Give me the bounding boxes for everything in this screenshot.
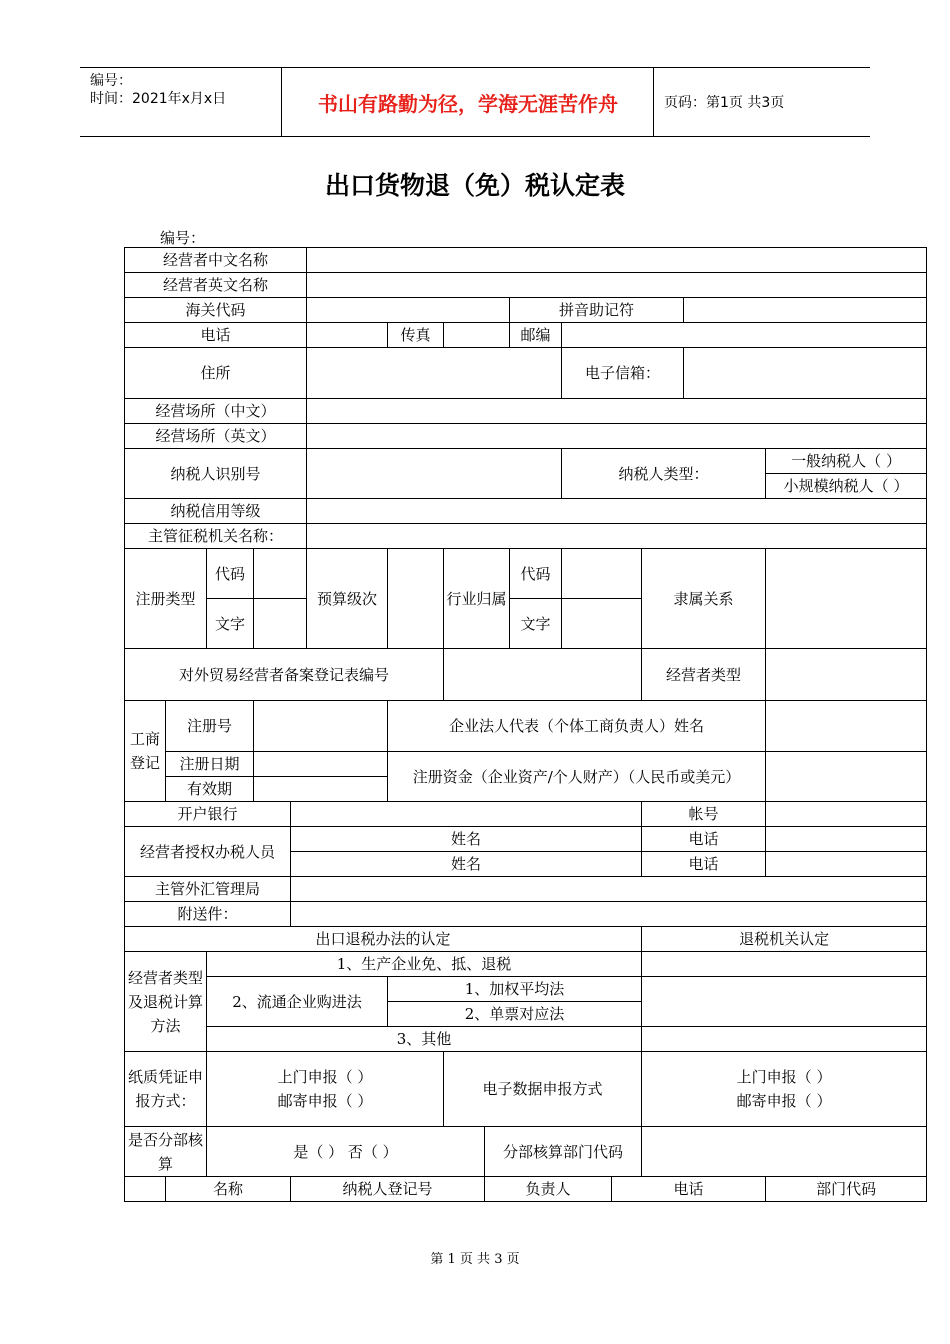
affiliation-field[interactable] [766, 549, 927, 649]
agent-phone-label-1: 电话 [642, 827, 766, 852]
electronic-decl-options[interactable] [642, 1052, 927, 1127]
validity-field[interactable] [254, 777, 388, 802]
page-header [80, 67, 870, 137]
row-trade-record [125, 649, 927, 701]
pinyin-label: 拼音助记符 [510, 298, 684, 323]
method-1[interactable]: 1、生产企业免、抵、退税 [207, 952, 642, 977]
taxpayer-type-label: 纳税人类型： [562, 449, 766, 499]
row-en-name [125, 273, 927, 298]
branch-col-name: 名称 [166, 1177, 291, 1202]
row-ic-reg-2 [125, 752, 927, 777]
row-branch-columns [125, 1177, 927, 1202]
reg-no-field[interactable] [254, 701, 388, 752]
trade-record-label: 对外贸易经营者备案登记表编号 [125, 649, 444, 701]
credit-level-field[interactable] [307, 499, 927, 524]
email-label: 电子信箱： [562, 348, 684, 399]
taxpayer-id-field[interactable] [307, 449, 562, 499]
method-1-authority[interactable] [642, 952, 927, 977]
row-ic-reg-1 [125, 701, 927, 752]
email-field[interactable] [684, 348, 927, 399]
refund-form-table [124, 247, 927, 1202]
address-label: 住所 [125, 348, 307, 399]
attachments-field[interactable] [291, 902, 927, 927]
row-bank [125, 802, 927, 827]
attachments-label: 附送件： [125, 902, 291, 927]
branch-col-phone: 电话 [612, 1177, 766, 1202]
refund-authority-header: 退税机关认定 [642, 927, 927, 952]
agent-name-1: 姓名 [291, 827, 642, 852]
industry-text-field[interactable] [562, 599, 642, 649]
header-motto: 书山有路勤为径，学海无涯苦作舟 [283, 68, 654, 136]
row-cn-name [125, 248, 927, 273]
row-phone [125, 323, 927, 348]
reg-no-label: 注册号 [166, 701, 254, 752]
electronic-decl-label: 电子数据申报方式 [444, 1052, 642, 1127]
form-number-label: 编号： [160, 229, 206, 247]
phone-label: 电话 [125, 323, 307, 348]
forex-bureau-field[interactable] [291, 877, 927, 902]
row-taxpayer-id [125, 449, 927, 474]
header-date: 时间：2021年x月x日 [90, 91, 227, 107]
reg-type-code-field[interactable] [254, 549, 307, 599]
taxpayer-id-label: 纳税人识别号 [125, 449, 307, 499]
tax-authority-label: 主管征税机关名称： [125, 524, 307, 549]
row-method-3 [125, 1027, 927, 1052]
agent-phone-field-2[interactable] [766, 852, 927, 877]
row-place-en [125, 424, 927, 449]
branch-col-reg-no: 纳税人登记号 [291, 1177, 485, 1202]
reg-type-text-field[interactable] [254, 599, 307, 649]
method-2b[interactable]: 2、单票对应法 [388, 1002, 642, 1027]
fax-label: 传真 [388, 323, 444, 348]
agent-name-2: 姓名 [291, 852, 642, 877]
row-reg-type-1 [125, 549, 927, 599]
row-address [125, 348, 927, 399]
forex-bureau-label: 主管外汇管理局 [125, 877, 291, 902]
branch-code-label: 分部核算部门代码 [485, 1127, 642, 1177]
pinyin-field[interactable] [684, 298, 927, 323]
branch-col-head: 负责人 [485, 1177, 612, 1202]
place-cn-field[interactable] [307, 399, 927, 424]
row-method-1 [125, 952, 927, 977]
header-meta [80, 68, 282, 136]
paper-mail-option[interactable]: 邮寄申报（ ） [277, 1092, 373, 1110]
tax-authority-field[interactable] [307, 524, 927, 549]
row-declaration [125, 1052, 927, 1127]
method-2a[interactable]: 1、加权平均法 [388, 977, 642, 1002]
legal-rep-field[interactable] [766, 701, 927, 752]
validity-label: 有效期 [166, 777, 254, 802]
en-name-label: 经营者英文名称 [125, 273, 307, 298]
phone-field[interactable] [307, 323, 388, 348]
affiliation-label: 隶属关系 [642, 549, 766, 649]
postcode-label: 邮编 [510, 323, 562, 348]
electronic-mail-option[interactable]: 邮寄申报（ ） [736, 1092, 832, 1110]
en-name-field[interactable] [307, 273, 927, 298]
budget-level-label: 预算级次 [307, 549, 388, 649]
row-agent-1 [125, 827, 927, 852]
agent-phone-field-1[interactable] [766, 827, 927, 852]
reg-type-text-label: 文字 [207, 599, 254, 649]
branch-code-field[interactable] [642, 1127, 927, 1177]
method-2[interactable]: 2、流通企业购进法 [207, 977, 388, 1027]
reg-date-label: 注册日期 [166, 752, 254, 777]
agent-label: 经营者授权办税人员 [125, 827, 291, 877]
bank-field[interactable] [291, 802, 642, 827]
budget-level-field[interactable] [388, 549, 444, 649]
fax-field[interactable] [444, 323, 510, 348]
customs-code-label: 海关代码 [125, 298, 307, 323]
capital-label: 注册资金（企业资产/个人财产）（人民币或美元） [388, 752, 766, 802]
row-place-cn [125, 399, 927, 424]
refund-method-header: 出口退税办法的认定 [125, 927, 642, 952]
row-attachments [125, 902, 927, 927]
capital-field[interactable] [766, 752, 927, 802]
industry-code-field[interactable] [562, 549, 642, 599]
bank-label: 开户银行 [125, 802, 291, 827]
operator-type-field[interactable] [766, 649, 927, 701]
row-method-2a [125, 977, 927, 1002]
ic-reg-label: 工商登记 [125, 701, 166, 802]
page-footer: 第 1 页 共 3 页 [430, 1252, 520, 1267]
agent-phone-label-2: 电话 [642, 852, 766, 877]
reg-type-label: 注册类型 [125, 549, 207, 649]
small-taxpayer-option[interactable]: 小规模纳税人（ ） [766, 474, 927, 499]
customs-code-field[interactable] [307, 298, 510, 323]
row-tax-authority [125, 524, 927, 549]
row-refund-header [125, 927, 927, 952]
industry-code-label: 代码 [510, 549, 562, 599]
place-en-label: 经营场所（英文） [125, 424, 307, 449]
electronic-onsite-option[interactable]: 上门申报（ ） [736, 1068, 832, 1086]
place-cn-label: 经营场所（中文） [125, 399, 307, 424]
method-3[interactable]: 3、其他 [207, 1027, 642, 1052]
cn-name-field[interactable] [307, 248, 927, 273]
credit-level-label: 纳税信用等级 [125, 499, 307, 524]
paper-decl-label: 纸质凭证申报方式： [125, 1052, 207, 1127]
header-number: 编号： [90, 73, 132, 89]
place-en-field[interactable] [307, 424, 927, 449]
row-forex [125, 877, 927, 902]
branch-col-dept-code: 部门代码 [766, 1177, 927, 1202]
legal-rep-label: 企业法人代表（个体工商负责人）姓名 [388, 701, 766, 752]
method-2-authority[interactable] [642, 977, 927, 1027]
reg-date-field[interactable] [254, 752, 388, 777]
method-3-authority[interactable] [642, 1027, 927, 1052]
account-label: 帐号 [642, 802, 766, 827]
general-taxpayer-option[interactable]: 一般纳税人（ ） [766, 449, 927, 474]
row-branch [125, 1127, 927, 1177]
operator-type-label: 经营者类型 [642, 649, 766, 701]
branch-yes-no[interactable]: 是（ ） 否（ ） [207, 1127, 485, 1177]
reg-type-code-label: 代码 [207, 549, 254, 599]
paper-onsite-option[interactable]: 上门申报（ ） [277, 1068, 373, 1086]
trade-record-field[interactable] [444, 649, 642, 701]
operator-calc-label: 经营者类型及退税计算方法 [125, 952, 207, 1052]
branch-col-blank [125, 1177, 166, 1202]
row-customs [125, 298, 927, 323]
industry-text-label: 文字 [510, 599, 562, 649]
address-field[interactable] [307, 348, 562, 399]
cn-name-label: 经营者中文名称 [125, 248, 307, 273]
paper-decl-options[interactable] [207, 1052, 444, 1127]
document-title: 出口货物退（免）税认定表 [324, 171, 625, 200]
account-field[interactable] [766, 802, 927, 827]
branch-acct-label: 是否分部核算 [125, 1127, 207, 1177]
postcode-field[interactable] [562, 323, 927, 348]
header-page-number: 页码：第1页 共3页 [664, 95, 785, 111]
industry-label: 行业归属 [444, 549, 510, 649]
row-credit [125, 499, 927, 524]
